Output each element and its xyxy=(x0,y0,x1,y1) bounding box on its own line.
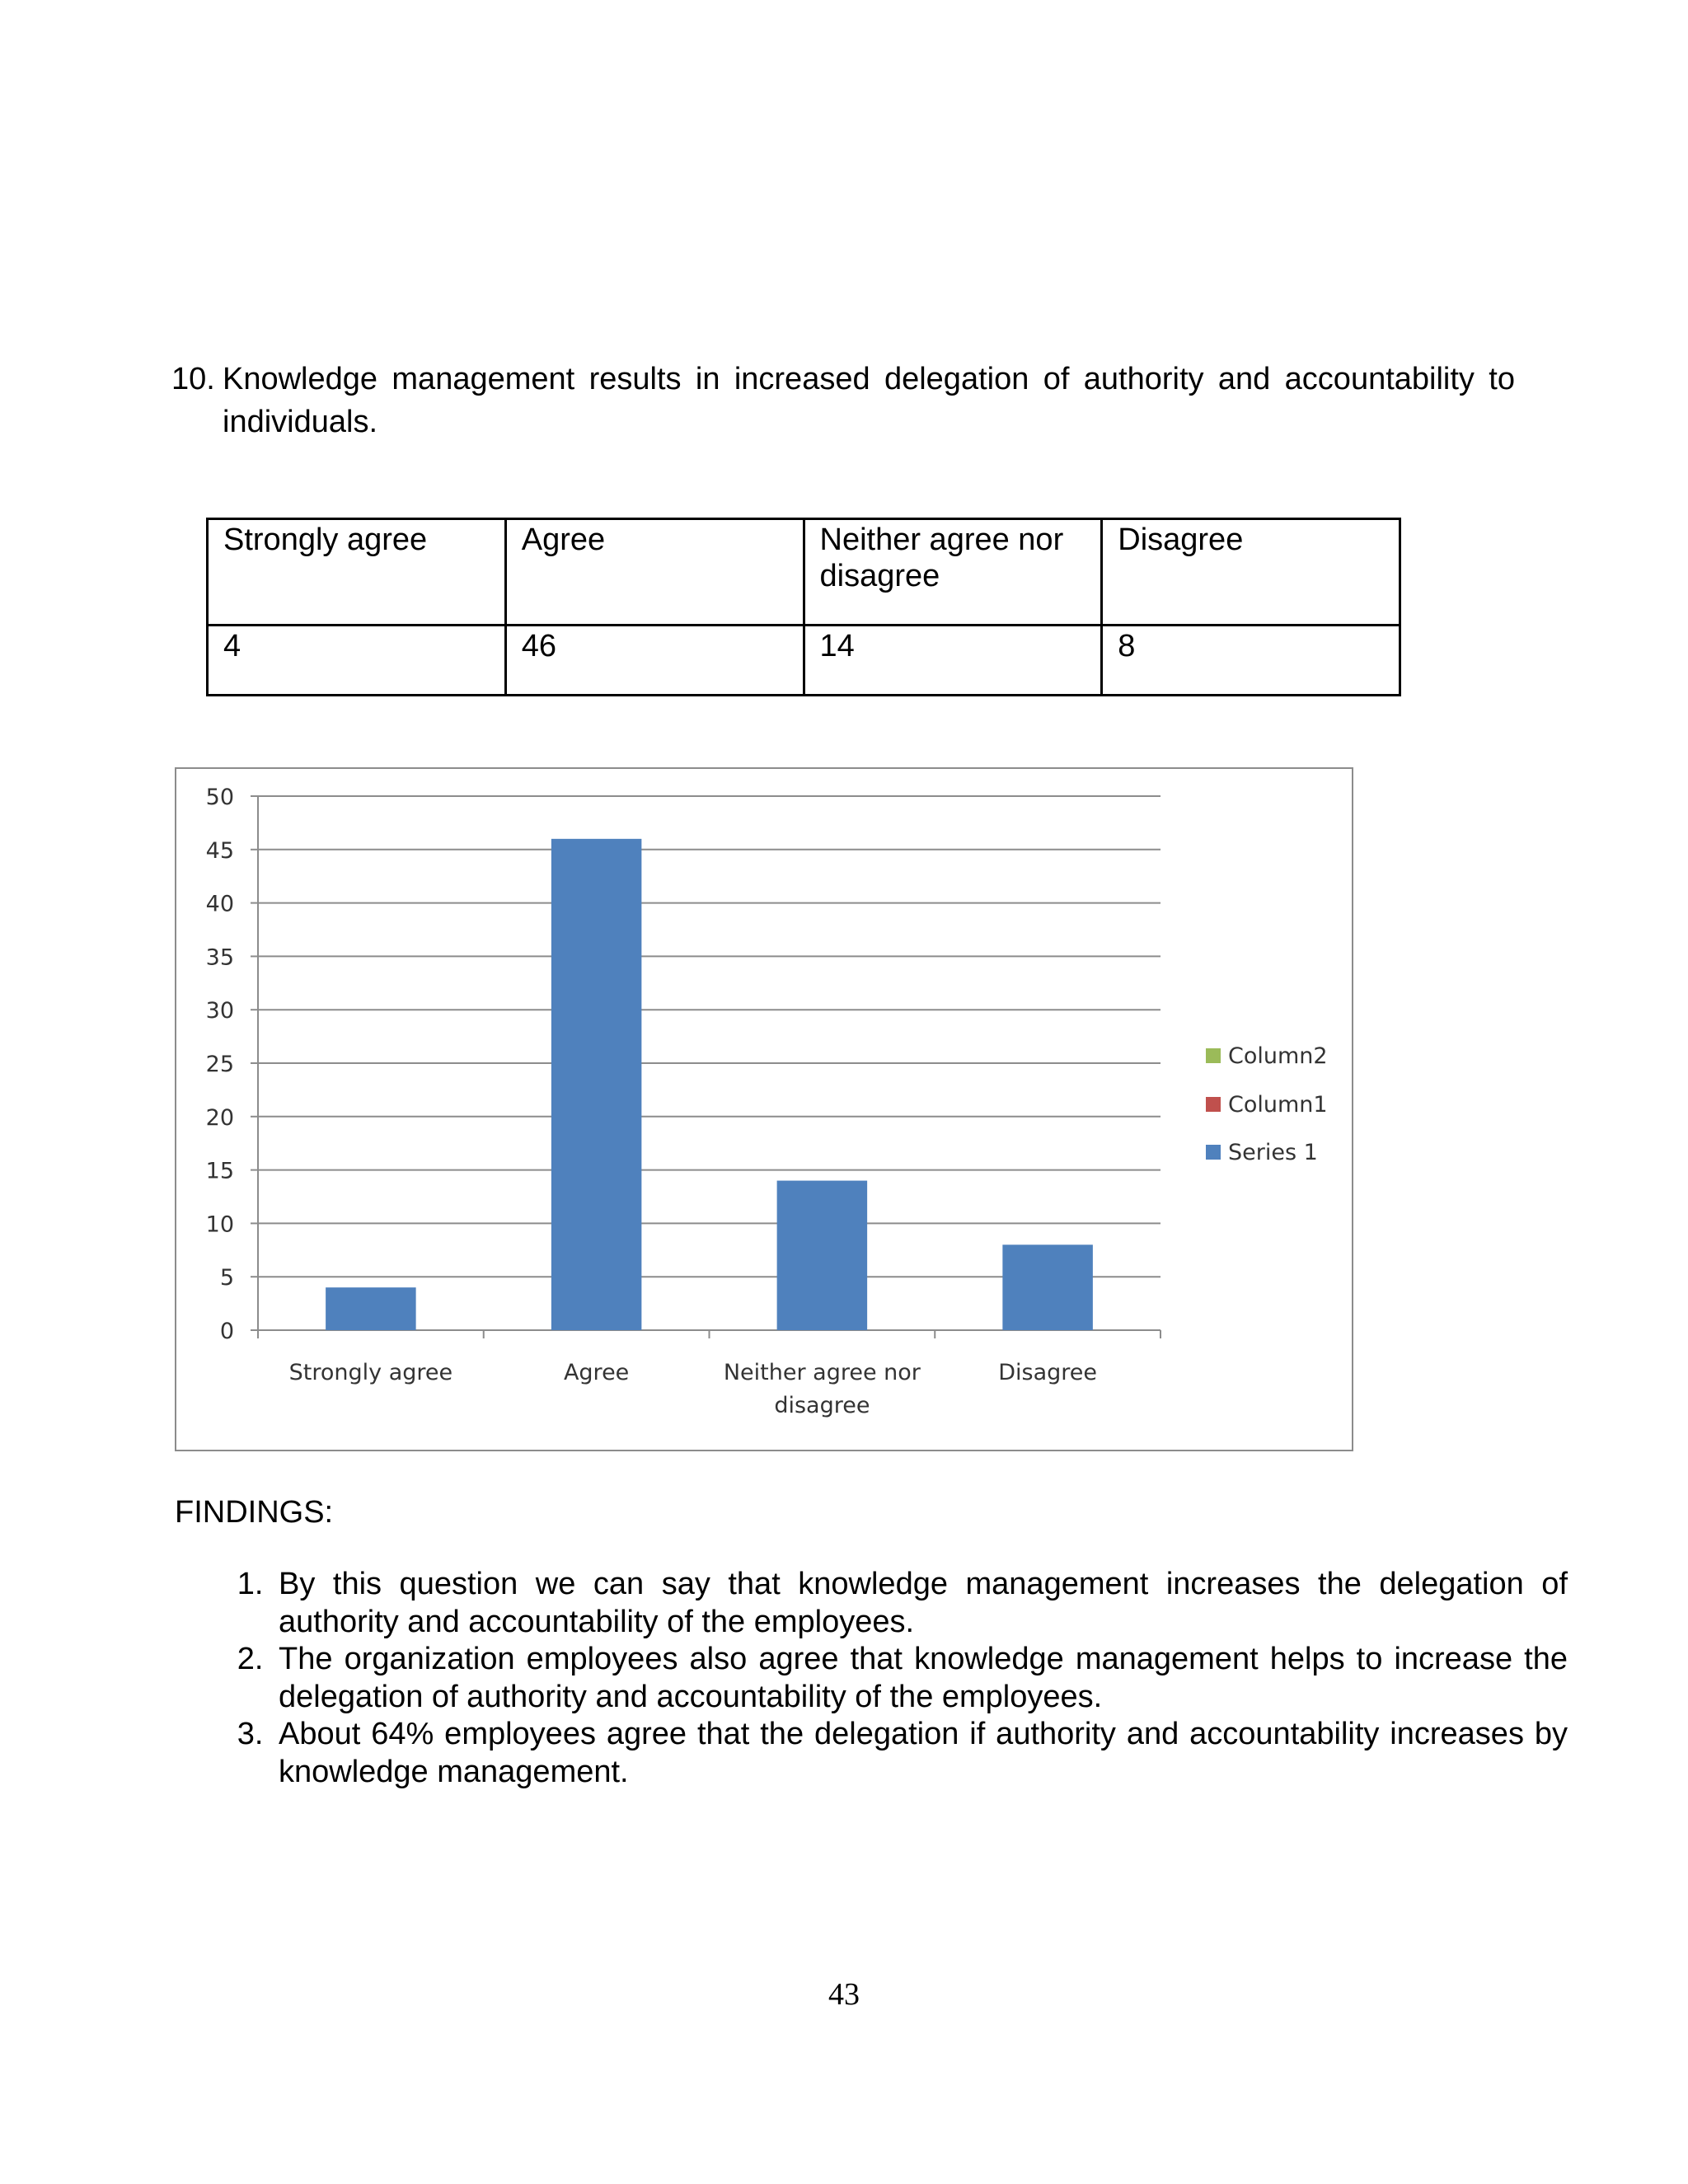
x-tick-label: Neither agree nor xyxy=(723,1360,921,1385)
table-cell: 14 xyxy=(804,626,1102,696)
y-tick-label: 10 xyxy=(205,1212,234,1238)
bar xyxy=(777,1181,868,1330)
table-cell: 4 xyxy=(208,626,506,696)
list-item: 2. The organization employees also agree that knowledge management helps to increase the delegation of authority and accountability of the employees. xyxy=(272,1641,1568,1716)
bar xyxy=(326,1287,416,1330)
legend-swatch xyxy=(1206,1048,1221,1063)
x-tick-label: Disagree xyxy=(998,1360,1098,1385)
question-number: 10. xyxy=(171,362,215,396)
y-tick-label: 20 xyxy=(205,1104,234,1131)
table-header-cell: Strongly agree xyxy=(208,519,506,626)
y-tick-label: 30 xyxy=(205,998,234,1024)
table-row xyxy=(208,626,1400,696)
y-tick-label: 0 xyxy=(219,1319,234,1344)
legend-swatch xyxy=(1206,1097,1221,1112)
page-number: 43 xyxy=(828,1977,860,2012)
table-cell: 46 xyxy=(505,626,804,696)
x-tick-label: Strongly agree xyxy=(288,1360,453,1385)
chart-frame xyxy=(175,767,1353,1451)
x-tick-label: disagree xyxy=(774,1393,870,1418)
legend-swatch xyxy=(1206,1145,1221,1160)
question xyxy=(171,358,1515,443)
findings-title: FINDINGS: xyxy=(175,1495,334,1530)
bar xyxy=(1002,1244,1093,1330)
x-tick-label: Agree xyxy=(563,1360,630,1385)
legend-label: Series 1 xyxy=(1228,1140,1318,1165)
question-text: Knowledge management results in increased delegation of authority and accountability to individuals. xyxy=(223,362,1515,439)
legend-label: Column1 xyxy=(1228,1092,1328,1118)
table-header-cell: Disagree xyxy=(1102,519,1400,626)
table-header-cell: Agree xyxy=(505,519,804,626)
table-cell: 8 xyxy=(1102,626,1400,696)
table-header-cell: Neither agree nor disagree xyxy=(804,519,1102,626)
bar-chart xyxy=(176,769,1352,1450)
y-tick-label: 45 xyxy=(205,837,234,864)
list-item: 3. About 64% employees agree that the delegation if authority and accountability increases by knowledge management. xyxy=(272,1716,1568,1791)
y-tick-label: 35 xyxy=(205,944,234,971)
table-header-row xyxy=(208,519,1400,626)
y-tick-label: 5 xyxy=(219,1265,234,1291)
y-tick-label: 15 xyxy=(205,1158,234,1184)
bar xyxy=(551,839,642,1330)
y-tick-label: 25 xyxy=(205,1052,234,1077)
y-tick-label: 50 xyxy=(205,785,234,810)
y-tick-label: 40 xyxy=(205,891,234,917)
legend-label: Column2 xyxy=(1228,1043,1328,1069)
findings-list xyxy=(221,1566,1568,1791)
response-table xyxy=(206,518,1401,696)
list-item: 1. By this question we can say that knowledge management increases the delegation of authority and accountability of the employees. xyxy=(272,1566,1568,1641)
